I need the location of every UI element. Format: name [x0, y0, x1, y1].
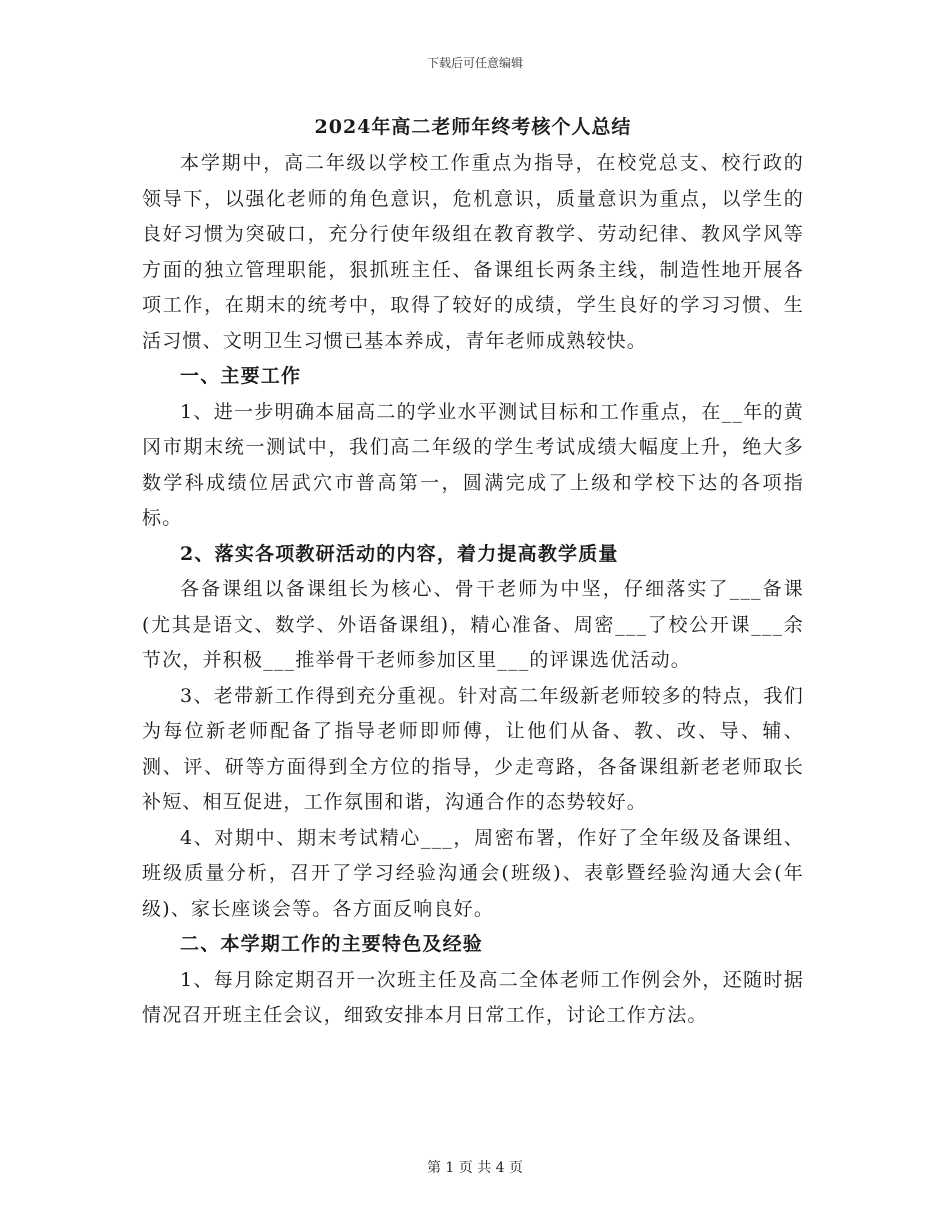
paragraph-item-1: 1、进一步明确本届高二的学业水平测试目标和工作重点，在__年的黄冈市期末统一测试中，我们高二年级的学生考试成绩大幅度上升，绝大多数学科成绩位居武穴市普高第一，圆满完成了上级和学校下达的各项指标。: [142, 400, 804, 529]
header-note: 下载后可任意编辑: [426, 56, 523, 70]
subheading-item-2: 2、落实各项教研活动的内容，着力提高教学质量: [180, 542, 619, 565]
section-heading-main-work: 一、主要工作: [180, 365, 302, 387]
paragraph-item-2: 各备课组以备课组长为核心、骨干老师为中坚，仔细落实了___备课(尤其是语文、数学、外语备课组)，精心准备、周密___了校公开课___余节次，并积极___推举骨干老师参加区里___的评课选优活动。: [142, 578, 804, 671]
section-heading-features: 二、本学期工作的主要特色及经验: [180, 933, 484, 955]
paragraph-item-4: 4、对期中、期末考试精心___，周密布署，作好了全年级及备课组、班级质量分析，召开了学习经验沟通会(班级)、表彰暨经验沟通大会(年级)、家长座谈会等。各方面反响良好。: [142, 826, 804, 920]
document-body: [142, 112, 804, 1034]
page-footer: 第 1 页 共 4 页: [426, 1160, 524, 1176]
paragraph-item-3: 3、老带新工作得到充分重视。针对高二年级新老师较多的特点，我们为每位新老师配备了指导老师即师傅，让他们从备、教、改、导、辅、测、评、研等方面得到全方位的指导，少走弯路，各备课组新老老师取长补短、相互促进，工作氛围和谐，沟通合作的态势较好。: [142, 684, 804, 813]
document-title: 2024年高二老师年终考核个人总结: [314, 116, 632, 138]
paragraph-feature-1: 1、每月除定期召开一次班主任及高二全体老师工作例会外，还随时据情况召开班主任会议，细致安排本月日常工作，讨论工作方法。: [142, 968, 804, 1026]
intro-paragraph: 本学期中，高二年级以学校工作重点为指导，在校党总支、校行政的领导下，以强化老师的角色意识，危机意识，质量意识为重点，以学生的良好习惯为突破口，充分行使年级组在教育教学、劳动纪律、教风学风等方面的独立管理职能，狠抓班主任、备课组长两条主线，制造性地开展各项工作，在期末的统考中，取得了较好的成绩，学生良好的学习习惯、生活习惯、文明卫生习惯已基本养成，青年老师成熟较快。: [142, 152, 804, 352]
